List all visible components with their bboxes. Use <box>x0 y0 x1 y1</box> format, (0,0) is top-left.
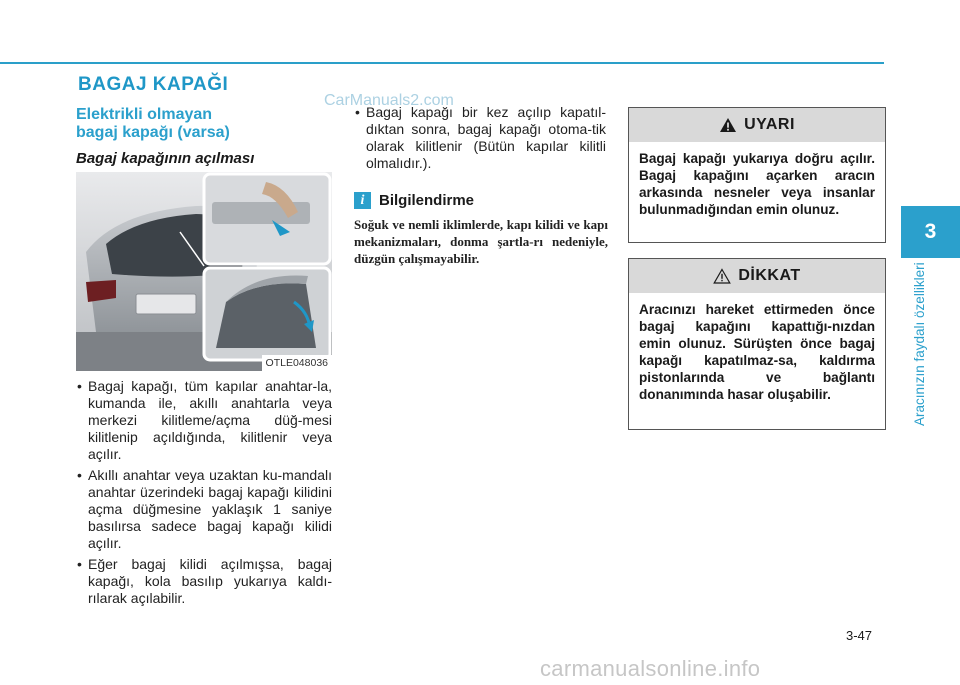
info-header <box>354 192 474 209</box>
warning-triangle-icon <box>719 117 737 133</box>
left-bullet-list <box>76 378 332 607</box>
list-item: • Bagaj kapağı bir kez açılıp kapatıl-dıktan sonra, bagaj kapağı otoma-tik olarak kilitlenir (Bütün kapılar kilitli olmalıdır.). <box>354 104 606 172</box>
warning-title: UYARI <box>744 116 795 133</box>
list-item: • Bagaj kapağı, tüm kapılar anahtar-la, kumanda ile, akıllı anahtarla veya merkezi kilitleme/açma düğ-mesi kilitlenip açıldığında, kilitlenir veya açılır. <box>76 378 332 463</box>
info-body: Soğuk ve nemli iklimlerde, kapı kilidi ve kapı mekanizmaları, donma şartla-rı nedeniyle, düzgün çalışmayabilir. <box>354 217 608 266</box>
tailgate-figure <box>76 172 332 371</box>
warning-box <box>628 107 886 243</box>
section-title: BAGAJ KAPAĞI <box>78 74 229 95</box>
watermark-top: CarManuals2.com <box>324 92 454 109</box>
caution-title: DİKKAT <box>738 267 801 284</box>
list-item: • Eğer bagaj kilidi açılmışsa, bagaj kapağı, kola basılıp yukarıya kaldı-rılarak açılabilir. <box>76 556 332 607</box>
caution-triangle-icon <box>713 268 731 284</box>
tailgate-illustration <box>76 172 332 371</box>
info-icon: i <box>354 192 371 209</box>
footer-watermark: carmanualsonline.info <box>540 656 761 681</box>
subsection-title <box>76 106 230 142</box>
header-rule <box>0 62 884 64</box>
middle-column <box>354 104 606 176</box>
caution-header <box>629 259 885 293</box>
subsubsection-title: Bagaj kapağının açılması <box>76 150 255 167</box>
warning-body: Bagaj kapağı yukarıya doğru açılır. Bagaj kapağını açarken aracın arkasında nesneler veya insanlar bulunmadığından emin olunuz. <box>639 151 875 217</box>
info-title: Bilgilendirme <box>379 192 475 209</box>
caution-box <box>628 258 886 430</box>
warning-header <box>629 108 885 142</box>
subsection-line-1: Elektrikli olmayan <box>76 106 213 123</box>
left-column <box>76 378 332 611</box>
list-item: • Akıllı anahtar veya uzaktan ku-mandalı anahtar üzerindeki bagaj kapağı kilidini açma düğmesine yaklaşık 1 saniye basılırsa sadece bagaj kapağı kilidi açılır. <box>76 467 332 552</box>
chapter-number-tab: 3 <box>901 206 960 258</box>
middle-bullet-list <box>354 104 606 172</box>
page-number: 3-47 <box>846 628 873 643</box>
subsection-line-2: bagaj kapağı (varsa) <box>76 124 230 141</box>
chapter-title-vertical: Aracınızın faydalı özellikleri <box>912 262 927 426</box>
figure-caption: OTLE048036 <box>262 355 332 371</box>
caution-body: Aracınızı hareket ettirmeden önce bagaj kapağını kapattığı-nızdan emin olunuz. Sürüşten önce bagaj kapağı kapatılmaz-sa, kaldırma pistonlarında ve bağlantı donanımında hasar oluşabilir. <box>639 302 875 402</box>
